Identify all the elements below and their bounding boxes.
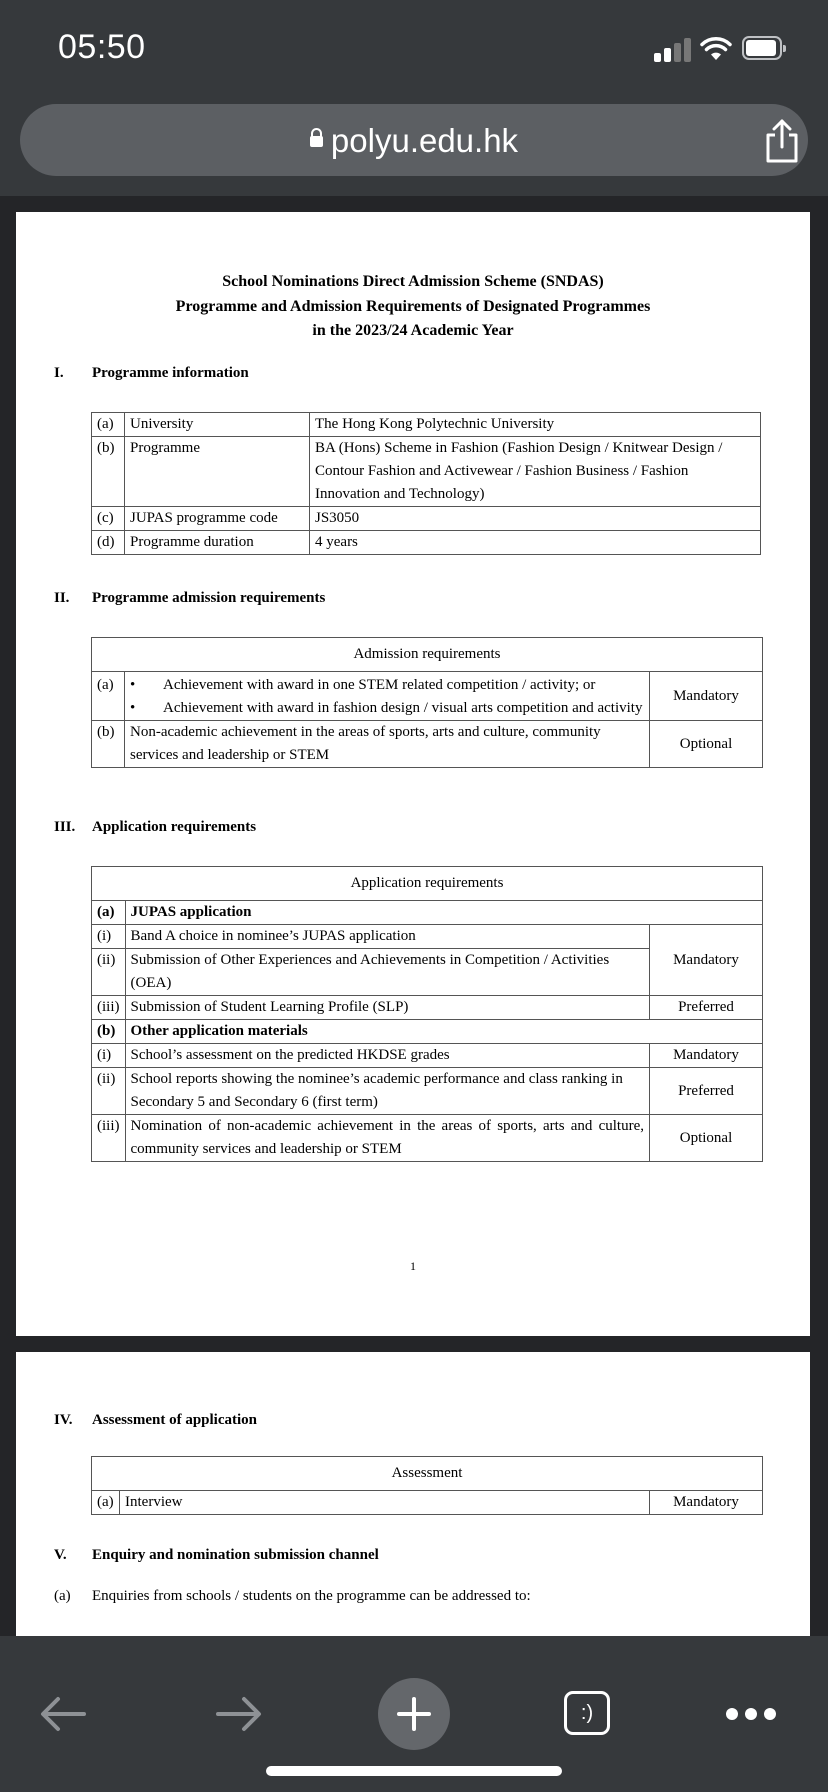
table-row: (ii) School reports showing the nominee’s academic performance and class ranking in Secondary 5 and Secondary 6 (first term) Preferred [92, 1068, 763, 1115]
new-tab-button[interactable] [378, 1678, 450, 1750]
document-title: School Nominations Direct Admission Scheme (SNDAS) Programme and Admission Requirements of Designated Programmes in the 2023/24 Academic Year [175, 273, 651, 339]
pdf-page-1 [16, 212, 810, 1336]
table-row: (a) University The Hong Kong Polytechnic University [92, 413, 761, 437]
table-row: (b) Other application materials [92, 1020, 763, 1044]
section-heading-assessment: IV. Assessment of application [54, 1412, 258, 1428]
status-bar [0, 0, 828, 96]
status-badge: Preferred [650, 1068, 763, 1115]
status-badge: Mandatory [650, 925, 763, 996]
url-field[interactable] [20, 104, 808, 176]
status-time: 05:50 [58, 28, 146, 66]
share-icon[interactable] [762, 118, 802, 164]
table-row: (a) JUPAS application [92, 901, 763, 925]
status-badge: Optional [650, 1115, 763, 1162]
section-heading-enquiry: V. Enquiry and nomination submission channel [54, 1547, 379, 1563]
status-badge: Mandatory [650, 672, 763, 721]
table-row: (i) School’s assessment on the predicted HKDSE grades Mandatory [92, 1044, 763, 1068]
section-heading-application-requirements: III. Application requirements [54, 819, 257, 835]
tabs-button[interactable] [564, 1691, 610, 1735]
table-row: (b) Programme BA (Hons) Scheme in Fashion (Fashion Design / Knitwear Design / Contour Fashion and Activewear / Fashion Business / Fashion Innovation and Technology) [92, 437, 761, 507]
table-row: (iii) Nomination of non-academic achievement in the areas of sports, arts and culture, community services and leadership or STEM Optional [92, 1115, 763, 1162]
table-row: (a) • Achievement with award in one STEM related competition / activity; or • Achievement with award in fashion design / visual arts competition and activity Mandatory [92, 672, 763, 721]
table-row: (a) Interview Mandatory [92, 1491, 763, 1515]
status-badge: Preferred [650, 996, 763, 1020]
pdf-page-2 [16, 1352, 810, 1642]
list-item: • Achievement with award in one STEM related competition / activity; or [130, 674, 644, 697]
table-row: (i) Band A choice in nominee’s JUPAS application Mandatory [92, 925, 763, 949]
tabs-icon: :) [580, 1702, 594, 1724]
signal-icon [654, 38, 692, 62]
table-header-row: Assessment [92, 1457, 763, 1491]
table-row: (c) JUPAS programme code JS3050 [92, 507, 761, 531]
table-header-row: Application requirements [92, 867, 763, 901]
status-badge: Mandatory [650, 1044, 763, 1068]
browser-address-bar [0, 96, 828, 196]
wifi-icon [700, 36, 732, 62]
table-row: (ii) Submission of Other Experiences and Achievements in Competition / Activities (OEA) [92, 949, 763, 996]
table-row: (d) Programme duration 4 years [92, 531, 761, 555]
programme-info-table [91, 412, 761, 555]
list-item: • Achievement with award in fashion design / visual arts competition and activity [130, 697, 644, 720]
home-indicator [266, 1766, 562, 1776]
table-row: (iii) Submission of Student Learning Profile (SLP) Preferred [92, 996, 763, 1020]
table-header-row: Admission requirements [92, 638, 763, 672]
page-number: 1 [410, 1259, 416, 1273]
status-badge: Optional [650, 721, 763, 768]
lock-icon [310, 136, 323, 147]
back-arrow-icon[interactable] [38, 1694, 88, 1734]
section-heading-programme-information: I. Programme information [54, 365, 249, 381]
url-text: polyu.edu.hk [330, 122, 519, 159]
forward-arrow-icon[interactable] [214, 1694, 264, 1734]
more-icon[interactable] [726, 1708, 776, 1720]
status-badge: Mandatory [650, 1491, 763, 1515]
section-heading-admission-requirements: II. Programme admission requirements [54, 590, 326, 606]
table-row: (b) Non-academic achievement in the areas of sports, arts and culture, community services and leadership or STEM Optional [92, 721, 763, 768]
application-requirements-table [91, 866, 763, 1162]
admission-requirements-table [91, 637, 763, 768]
enquiry-paragraph: (a) Enquiries from schools / students on the programme can be addressed to: [54, 1588, 531, 1604]
battery-icon [742, 36, 782, 60]
assessment-table [91, 1456, 763, 1515]
